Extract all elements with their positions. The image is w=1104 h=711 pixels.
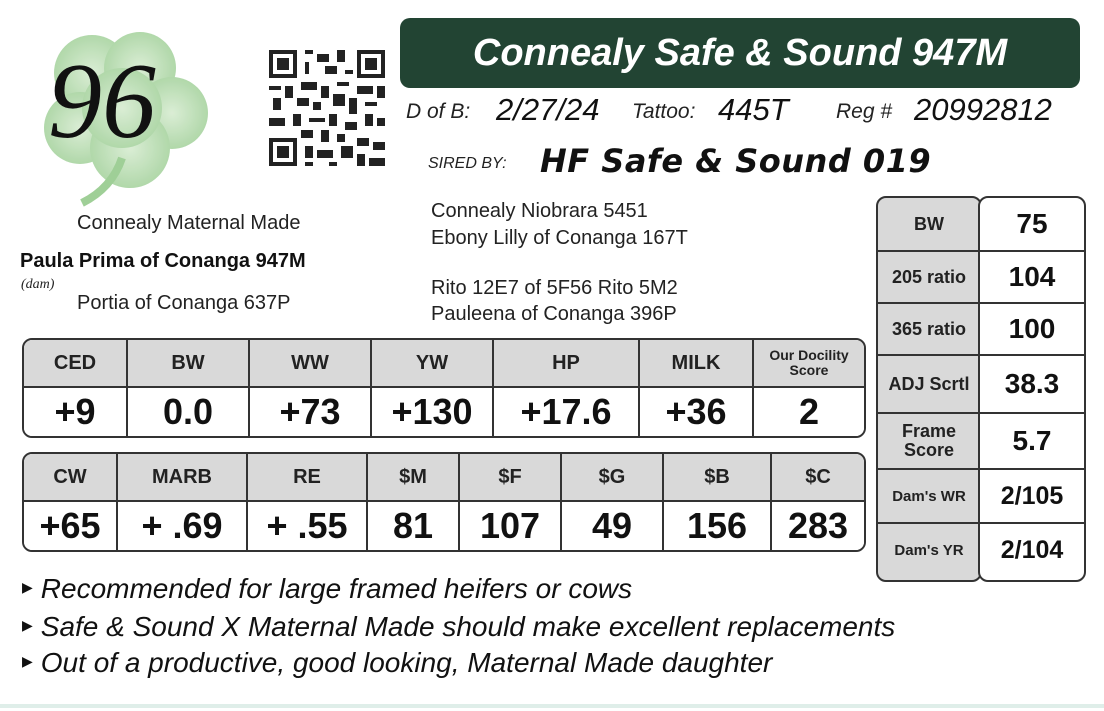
stat-label-bw: BW xyxy=(878,198,980,252)
stat-value-dam-wr: 2/105 xyxy=(980,470,1084,524)
epd-header-c: $C xyxy=(772,454,864,502)
stat-label-205: 205 ratio xyxy=(878,252,980,304)
epd-header-ww: WW xyxy=(250,340,372,388)
footer-rule xyxy=(0,704,1104,708)
epd-value-yw: +130 xyxy=(372,388,494,436)
sire-dam: Ebony Lilly of Conanga 167T xyxy=(431,227,688,249)
stat-value-365: 100 xyxy=(980,304,1084,356)
registration-label: Reg # xyxy=(836,100,893,123)
stat-value-dam-yr: 2/104 xyxy=(1000,535,1064,564)
stat-label-dam-wr: Dam's WR xyxy=(878,470,980,524)
epd-value-row xyxy=(24,388,864,436)
epd-header-f: $F xyxy=(460,454,562,502)
dam-tag: (dam) xyxy=(21,277,55,292)
epd-header-b: $B xyxy=(664,454,772,502)
epd-header-cw: CW xyxy=(24,454,118,502)
stat-label-365: 365 ratio xyxy=(878,304,980,356)
epd-value-row xyxy=(24,502,864,550)
stat-value-bw: 75 xyxy=(980,198,1084,252)
epd-value-milk: +36 xyxy=(640,388,754,436)
tattoo-label: Tattoo: xyxy=(632,100,696,123)
dam-sire: Connealy Maternal Made xyxy=(77,212,301,234)
triangle-bullet-icon: ▶ xyxy=(22,579,33,596)
epd-header-docility: Our Docility Score xyxy=(754,340,864,388)
stat-label-frame: Frame Score xyxy=(878,414,980,470)
epd-header-g: $G xyxy=(562,454,664,502)
registration-value: 20992812 xyxy=(914,92,1052,127)
epd-header-yw: YW xyxy=(372,340,494,388)
triangle-bullet-icon: ▶ xyxy=(22,617,33,634)
sire-name: HF Safe & Sound 019 xyxy=(540,142,932,180)
epd-value-cw: +65 xyxy=(24,502,118,550)
epd-header-marb: MARB xyxy=(118,454,248,502)
epd-header-hp: HP xyxy=(494,340,640,388)
epd-header-row xyxy=(24,454,864,502)
tattoo-value: 445T xyxy=(718,92,789,127)
birth-date-label: D of B: xyxy=(406,100,471,123)
epd-table-1 xyxy=(22,338,866,438)
mgs-dam: Pauleena of Conanga 396P xyxy=(431,303,677,325)
triangle-bullet-icon: ▶ xyxy=(22,653,33,670)
epd-table-2 xyxy=(22,452,866,552)
note-item: ▶ Safe & Sound X Maternal Made should make excellent replacements xyxy=(22,611,896,642)
mgs-sire: Rito 12E7 of 5F56 Rito 5M2 xyxy=(431,277,678,299)
epd-value-hp: +17.6 xyxy=(494,388,640,436)
epd-header-re: RE xyxy=(248,454,368,502)
stat-value-scrotal: 38.3 xyxy=(980,356,1084,414)
epd-header-m: $M xyxy=(368,454,460,502)
note-item: ▶ Out of a productive, good looking, Maternal Made daughter xyxy=(22,647,773,678)
birth-date-value: 2/27/24 xyxy=(496,92,600,127)
animal-name-banner: Connealy Safe & Sound 947M xyxy=(400,18,1080,88)
lot-number: 96 xyxy=(48,42,156,161)
epd-value-b: 156 xyxy=(664,502,772,550)
epd-header-milk: MILK xyxy=(640,340,754,388)
epd-value-marb: + .69 xyxy=(118,502,248,550)
epd-value-bw: 0.0 xyxy=(128,388,250,436)
epd-header-ced: CED xyxy=(24,340,128,388)
stat-value-205: 104 xyxy=(980,252,1084,304)
epd-value-ced: +9 xyxy=(24,388,128,436)
dam-name: Paula Prima of Conanga 947M xyxy=(20,250,306,272)
stat-label-scrotal: ADJ Scrtl xyxy=(878,356,980,414)
epd-value-re: + .55 xyxy=(248,502,368,550)
side-stats-labels xyxy=(876,196,982,582)
qr-code-icon[interactable] xyxy=(268,50,386,166)
epd-value-g: 49 xyxy=(562,502,664,550)
sire-sire: Connealy Niobrara 5451 xyxy=(431,200,648,222)
sire-label: SIRED BY: xyxy=(428,155,507,172)
note-item: ▶ Recommended for large framed heifers or cows xyxy=(22,573,633,604)
epd-value-ww: +73 xyxy=(250,388,372,436)
epd-value-f: 107 xyxy=(460,502,562,550)
stat-value-frame: 5.7 xyxy=(980,414,1084,470)
epd-value-docility: 2 xyxy=(754,388,864,436)
dam-dam: Portia of Conanga 637P xyxy=(77,292,291,314)
epd-value-m: 81 xyxy=(368,502,460,550)
side-stats-values xyxy=(978,196,1086,582)
epd-value-c: 283 xyxy=(772,502,864,550)
stat-label-dam-yr: Dam's YR xyxy=(894,541,964,559)
epd-header-bw: BW xyxy=(128,340,250,388)
epd-header-row xyxy=(24,340,864,388)
